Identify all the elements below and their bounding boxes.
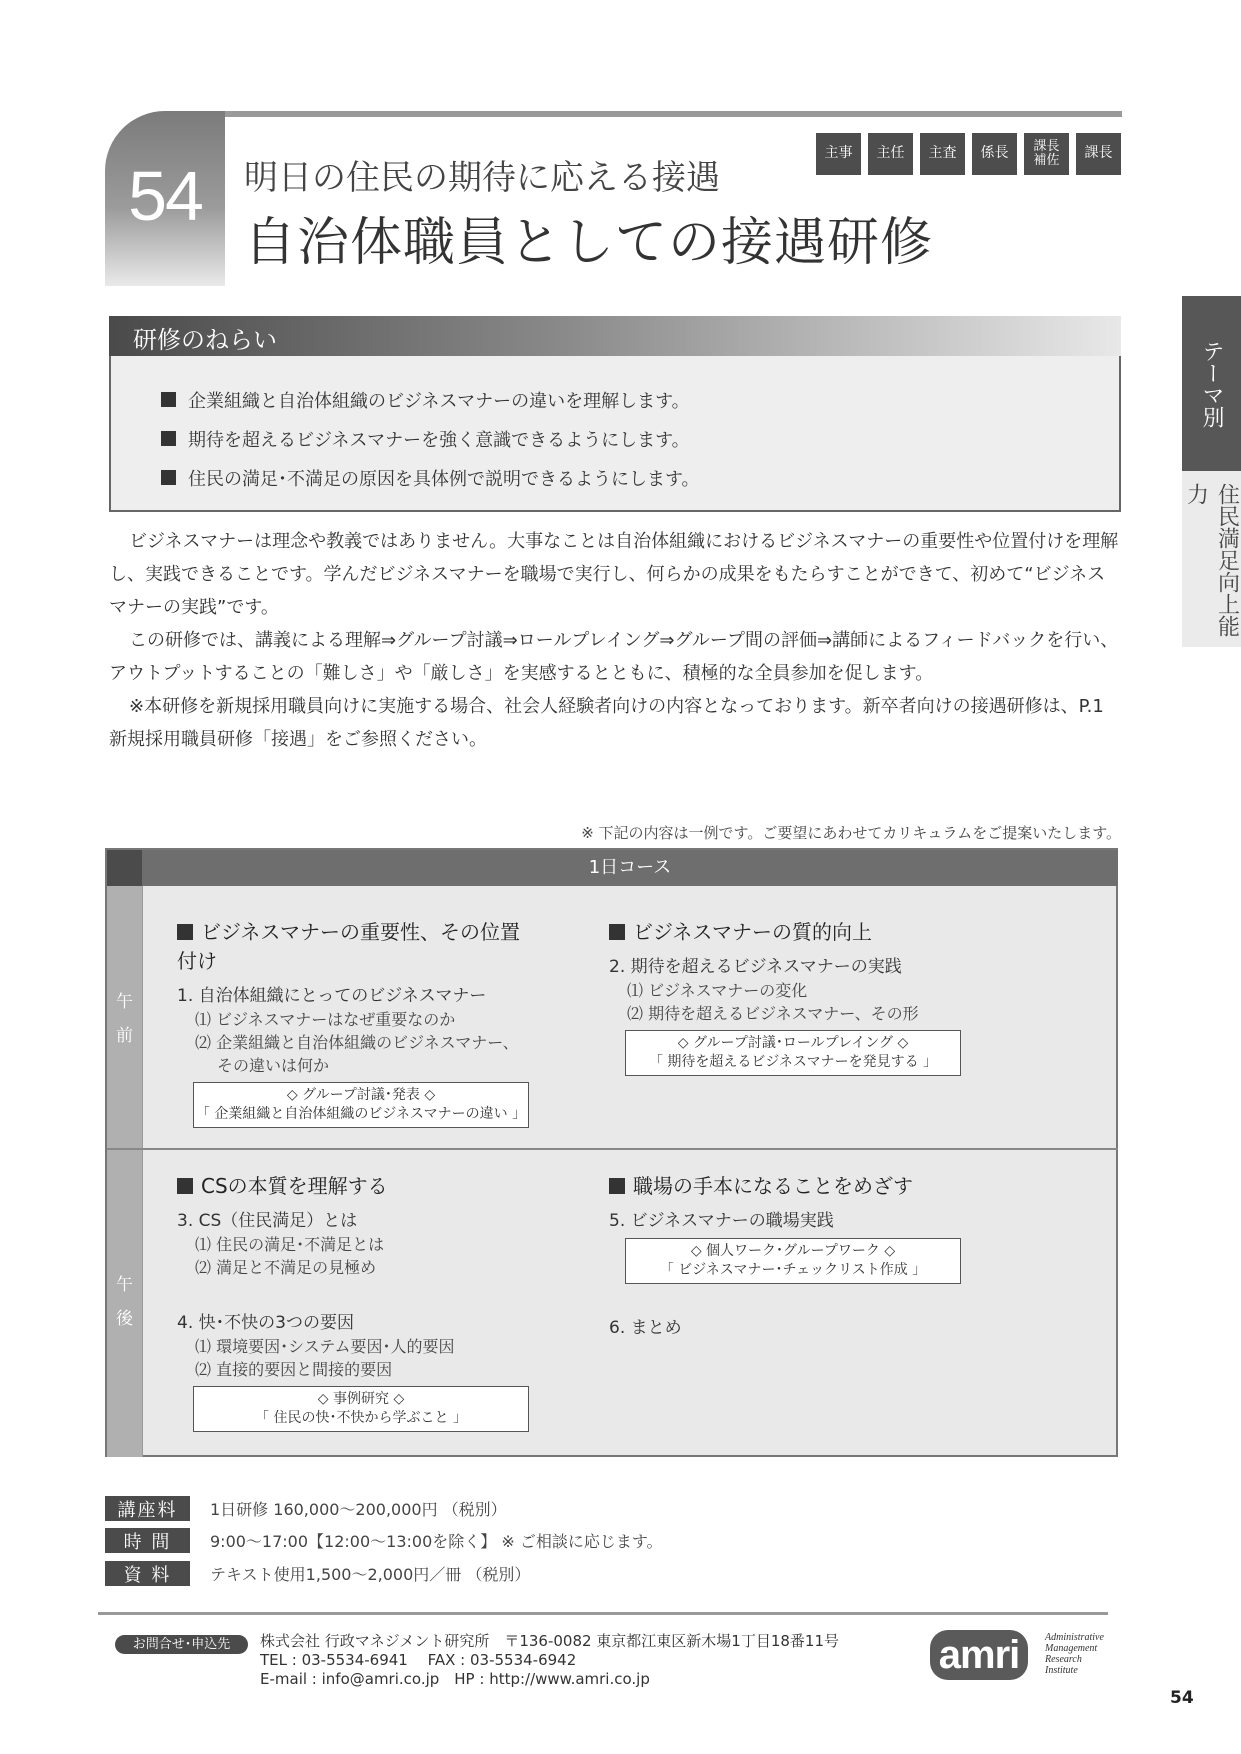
course-table — [105, 848, 1118, 1457]
aims-list — [161, 380, 700, 497]
pm-label: 後 — [116, 1309, 133, 1329]
side-tab-theme: テーマ別 — [1182, 296, 1241, 471]
aim-text: 企業組織と自治体組織のビジネスマナーの違いを理解します。 — [188, 390, 690, 412]
course-subitem: ⑴ ビジネスマナーはなぜ重要なのか — [195, 1010, 456, 1029]
logo-line: Institute — [1045, 1665, 1078, 1676]
number-tab — [105, 111, 225, 286]
aim-item — [161, 419, 700, 458]
aim-item — [161, 380, 700, 419]
pm-label: 午 — [116, 1275, 133, 1295]
target-levels — [816, 133, 1121, 175]
bullet-square-icon — [161, 431, 176, 446]
aim-text: 住民の満足･不満足の原因を具体例で説明できるようにします。 — [188, 468, 700, 490]
period-column — [107, 886, 142, 1457]
activity-title: 「 期待を超えるビジネスマナーを発見する 」 — [648, 1054, 938, 1070]
am-left-section — [177, 916, 527, 1128]
aims-heading: 研修のねらい — [133, 326, 277, 354]
bullet-square-icon — [161, 392, 176, 407]
fee-tag: 講座料 — [105, 1496, 190, 1521]
bullet-square-icon — [177, 1178, 193, 1194]
column-divider — [142, 886, 143, 1457]
course-item: 2. 期待を超えるビジネスマナーの実践 — [609, 957, 902, 977]
course-subitem: ⑴ 環境要因･システム要因･人的要因 — [195, 1337, 455, 1356]
material-tag: 資 料 — [105, 1561, 190, 1586]
pm-right-section — [609, 1170, 959, 1340]
contact-phone: TEL : 03-5534-6941 FAX : 03-5534-6942 — [260, 1651, 577, 1669]
course-subitem: ⑵ 満足と不満足の見極め — [195, 1258, 377, 1277]
intro-paragraph: ビジネスマナーは理念や教義ではありません。大事なことは自治体組織におけるビジネスマナーの重要性や位置付けを理解し、実践できることです。学んだビジネスマナーを職場で実行し、何らかの成果をもたらすことができて、初めて“ビジネスマナーの実践”です。 — [109, 531, 1119, 618]
logo-line: Research — [1045, 1654, 1082, 1665]
bullet-square-icon — [161, 470, 176, 485]
intro-text — [109, 525, 1121, 756]
activity-title: 「 企業組織と自治体組織のビジネスマナーの違い 」 — [195, 1106, 527, 1122]
side-tab-category: 住民満足向上能力 — [1182, 471, 1241, 647]
course-item: 1. 自治体組織にとってのビジネスマナー — [177, 986, 487, 1006]
activity-title: 「 ビジネスマナー･チェックリスト作成 」 — [659, 1262, 927, 1278]
section-heading-text: 職場の手本になることをめざす — [633, 1174, 913, 1198]
row-divider — [107, 1148, 1118, 1150]
fee-value: 1日研修 160,000～200,000円 （税別） — [210, 1500, 507, 1519]
level-badge: 主事 — [816, 133, 861, 175]
level-badge: 課長 — [1076, 133, 1121, 175]
time-value: 9:00～17:00【12:00～13:00を除く】 ※ ご相談に応じます。 — [210, 1532, 663, 1551]
course-number: 54 — [128, 157, 202, 235]
contact-address: 株式会社 行政マネジメント研究所 〒136-0082 東京都江東区新木場1丁目18番11号 — [260, 1632, 840, 1650]
bullet-square-icon — [609, 1178, 625, 1194]
section-heading-text: ビジネスマナーの重要性、その位置付け — [177, 920, 520, 973]
course-subitem: ⑵ 期待を超えるビジネスマナー、その形 — [627, 1004, 919, 1023]
logo-line: Administrative — [1045, 1632, 1104, 1643]
course-subitem: ⑵ 直接的要因と間接的要因 — [195, 1360, 393, 1379]
logo-text — [1045, 1632, 1104, 1676]
am-right-section — [609, 916, 959, 1076]
course-subitem: ⑴ ビジネスマナーの変化 — [627, 981, 808, 1000]
am-label: 午 — [116, 992, 133, 1012]
level-badge: 課長 補佐 — [1024, 133, 1069, 175]
fee-row — [105, 1496, 507, 1521]
activity-type: ◇ 個人ワーク･グループワーク ◇ — [690, 1243, 896, 1259]
logo-line: Management — [1045, 1643, 1098, 1654]
activity-box — [193, 1386, 529, 1432]
contact-tag: お問合せ･申込先 — [115, 1635, 248, 1654]
activity-box — [625, 1030, 961, 1076]
material-value: テキスト使用1,500～2,000円／冊 （税別） — [210, 1565, 531, 1584]
bullet-square-icon — [609, 924, 625, 940]
activity-type: ◇ 事例研究 ◇ — [317, 1391, 405, 1407]
course-item: 6. まとめ — [609, 1318, 682, 1338]
activity-box — [625, 1238, 961, 1284]
course-item: 4. 快･不快の3つの要因 — [177, 1313, 354, 1333]
section-heading-text: CSの本質を理解する — [201, 1174, 388, 1198]
course-subitem: ⑵ 企業組織と自治体組織のビジネスマナー、 — [195, 1033, 519, 1052]
section-heading — [177, 916, 527, 974]
page-number: 54 — [1170, 1688, 1194, 1708]
section-heading — [609, 916, 959, 945]
top-rule — [225, 111, 1122, 117]
am-label: 前 — [116, 1026, 133, 1046]
activity-type: ◇ グループ討議･ロールプレイング ◇ — [677, 1035, 909, 1051]
contact-email: E-mail : info@amri.co.jp HP : http://www.amri.co.jp — [260, 1670, 650, 1688]
section-heading — [609, 1170, 959, 1199]
level-badge: 主任 — [868, 133, 913, 175]
contact-info — [260, 1632, 839, 1689]
aim-item — [161, 458, 700, 497]
activity-title: 「 住民の快･不快から学ぶこと 」 — [255, 1410, 467, 1426]
level-badge: 主査 — [920, 133, 965, 175]
activity-box — [193, 1082, 529, 1128]
course-subitem: その違いは何か — [217, 1056, 330, 1075]
section-heading-text: ビジネスマナーの質的向上 — [633, 920, 872, 944]
aim-text: 期待を超えるビジネスマナーを強く意識できるようにします。 — [188, 429, 690, 451]
bullet-square-icon — [177, 924, 193, 940]
material-row — [105, 1561, 530, 1586]
activity-type: ◇ グループ討議･発表 ◇ — [286, 1087, 436, 1103]
amri-logo: amri — [930, 1630, 1028, 1680]
course-item: 5. ビジネスマナーの職場実践 — [609, 1211, 834, 1231]
intro-paragraph: この研修では、講義による理解⇒グループ討議⇒ロールプレイング⇒グループ間の評価⇒講師によるフィードバックを行い、アウトプットすることの「難しさ」や「厳しさ」を実感するとともに、積極的な全員参加を促します。 — [109, 630, 1119, 684]
course-corner — [107, 850, 142, 886]
course-subitem: ⑴ 住民の満足･不満足とは — [195, 1235, 385, 1254]
pm-left-section — [177, 1170, 527, 1432]
curriculum-note: ※ 下記の内容は一例です。ご要望にあわせてカリキュラムをご提案いたします。 — [581, 824, 1121, 842]
aims-heading-bar — [109, 316, 1121, 356]
bottom-rule — [98, 1612, 1108, 1615]
aims-box — [109, 316, 1121, 512]
time-tag: 時 間 — [105, 1528, 190, 1553]
section-heading — [177, 1170, 527, 1199]
level-badge: 係長 — [972, 133, 1017, 175]
course-header: 1日コース — [142, 850, 1118, 886]
course-item: 3. CS（住民満足）とは — [177, 1211, 358, 1231]
page-title: 自治体職員としての接遇研修 — [244, 213, 934, 273]
intro-paragraph: ※本研修を新規採用職員向けに実施する場合、社会人経験者向けの内容となっております。新卒者向けの接遇研修は、P.1 新規採用職員研修「接遇」をご参照ください。 — [109, 696, 1104, 750]
time-row — [105, 1528, 663, 1553]
page-subtitle: 明日の住民の期待に応える接遇 — [244, 158, 720, 198]
